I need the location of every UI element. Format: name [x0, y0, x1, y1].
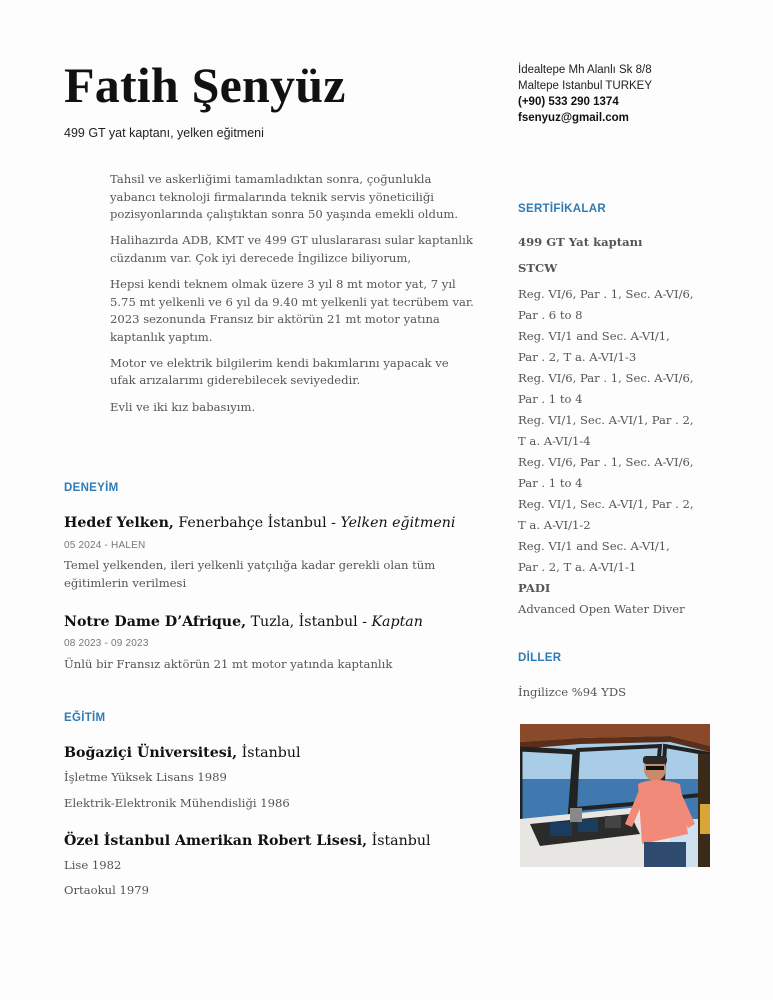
language-item: İngilizce %94 YDS	[518, 685, 627, 699]
education-line: Lise 1982	[64, 858, 122, 872]
profile-photo	[520, 724, 710, 867]
certificate-line: Reg. VI/1 and Sec. A-VI/1,	[518, 329, 670, 343]
certificate-line: Reg. VI/6, Par . 1, Sec. A-VI/6,	[518, 287, 694, 301]
certificate-heading: 499 GT Yat kaptanı	[518, 235, 643, 249]
summary-paragraph: Hepsi kendi teknem olmak üzere 3 yıl 8 mt motor yat, 7 yıl 5.75 mt yelkenli ve 6 yıl da 9.40 mt yelkenli yat tecrübem var. 2023 sezonunda Fransız bir aktörün 21 mt motor yatına kaptanlık yaptım.	[110, 276, 474, 344]
certificate-line: T a. A-VI/1-4	[518, 434, 591, 448]
title-separator: -	[357, 614, 372, 630]
certificate-line: Reg. VI/1 and Sec. A-VI/1,	[518, 539, 670, 553]
address-line-1: İdealtepe Mh Alanlı Sk 8/8	[518, 64, 652, 76]
education-entry-title	[64, 745, 301, 761]
certificate-line: Reg. VI/6, Par . 1, Sec. A-VI/6,	[518, 455, 694, 469]
certificate-line: Reg. VI/1, Sec. A-VI/1, Par . 2,	[518, 413, 694, 427]
education-line: Ortaokul 1979	[64, 883, 149, 897]
education-school: Boğaziçi Üniversitesi,	[64, 745, 238, 761]
summary-paragraph: Motor ve elektrik bilgilerim kendi bakımlarını yapacak ve ufak arızalarımı giderebilecek seviyededir.	[110, 355, 449, 388]
contact-block	[518, 62, 652, 126]
experience-org: Hedef Yelken,	[64, 515, 174, 531]
certificate-line: Par . 6 to 8	[518, 308, 583, 322]
experience-description: Temel yelkenden, ileri yelkenli yatçılığa kadar gerekli olan tüm eğitimlerin verilmesi	[64, 558, 436, 590]
education-place: İstanbul	[237, 745, 301, 761]
summary-section	[110, 171, 474, 425]
experience-date: 05 2024 - HALEN	[64, 540, 146, 551]
certificate-line: Reg. VI/6, Par . 1, Sec. A-VI/6,	[518, 371, 694, 385]
email-address[interactable]: fsenyuz@gmail.com	[518, 112, 629, 124]
education-line: Elektrik-Elektronik Mühendisliği 1986	[64, 796, 290, 810]
experience-description: Ünlü bir Fransız aktörün 21 mt motor yatında kaptanlık	[64, 657, 393, 671]
languages-section-title: DİLLER	[518, 652, 562, 664]
person-subtitle: 499 GT yat kaptanı, yelken eğitmeni	[64, 126, 264, 140]
experience-entry-title	[64, 515, 455, 531]
address-line-2: Maltepe Istanbul TURKEY	[518, 80, 653, 92]
summary-paragraph: Evli ve iki kız babasıyım.	[110, 399, 256, 414]
certificate-line: Par . 1 to 4	[518, 392, 583, 406]
education-line: İşletme Yüksek Lisans 1989	[64, 770, 227, 784]
title-separator: -	[326, 515, 341, 531]
certificate-line: Par . 2, T a. A-VI/1-1	[518, 560, 637, 574]
certificate-line: T a. A-VI/1-2	[518, 518, 591, 532]
summary-paragraph: Tahsil ve askerliğimi tamamladıktan sonra, çoğunlukla yabancı teknoloji firmalarında teknik servis yöneticiliği pozisyonlarında çalıştıktan sonra 50 yaşında emekli oldum.	[110, 172, 459, 222]
certificate-heading: PADI	[518, 581, 551, 595]
education-school: Özel İstanbul Amerikan Robert Lisesi,	[64, 833, 368, 849]
phone-number[interactable]: (+90) 533 290 1374	[518, 96, 619, 108]
experience-org: Notre Dame D’Afrique,	[64, 614, 247, 630]
certificate-heading: STCW	[518, 261, 558, 275]
experience-entry-title	[64, 614, 423, 630]
certificates-list	[518, 232, 718, 620]
certificate-line: Reg. VI/1, Sec. A-VI/1, Par . 2,	[518, 497, 694, 511]
person-name: Fatih Şenyüz	[64, 57, 346, 113]
certificates-section-title: SERTİFİKALAR	[518, 203, 606, 215]
education-entry-title	[64, 833, 431, 849]
education-section-title: EĞİTİM	[64, 712, 106, 724]
certificate-line: Par . 2, T a. A-VI/1-3	[518, 350, 637, 364]
experience-role: Kaptan	[371, 614, 423, 630]
certificate-line: Par . 1 to 4	[518, 476, 583, 490]
education-place: İstanbul	[367, 833, 431, 849]
experience-section-title: DENEYİM	[64, 482, 119, 494]
summary-paragraph: Halihazırda ADB, KMT ve 499 GT uluslararası sular kaptanlık cüzdanım var. Çok iyi derecede İngilizce biliyorum,	[110, 233, 473, 265]
experience-place: Fenerbahçe İstanbul	[173, 515, 327, 531]
experience-place: Tuzla, İstanbul	[246, 614, 358, 630]
experience-date: 08 2023 - 09 2023	[64, 638, 149, 649]
experience-role: Yelken eğitmeni	[340, 515, 456, 531]
certificate-line: Advanced Open Water Diver	[518, 602, 685, 616]
